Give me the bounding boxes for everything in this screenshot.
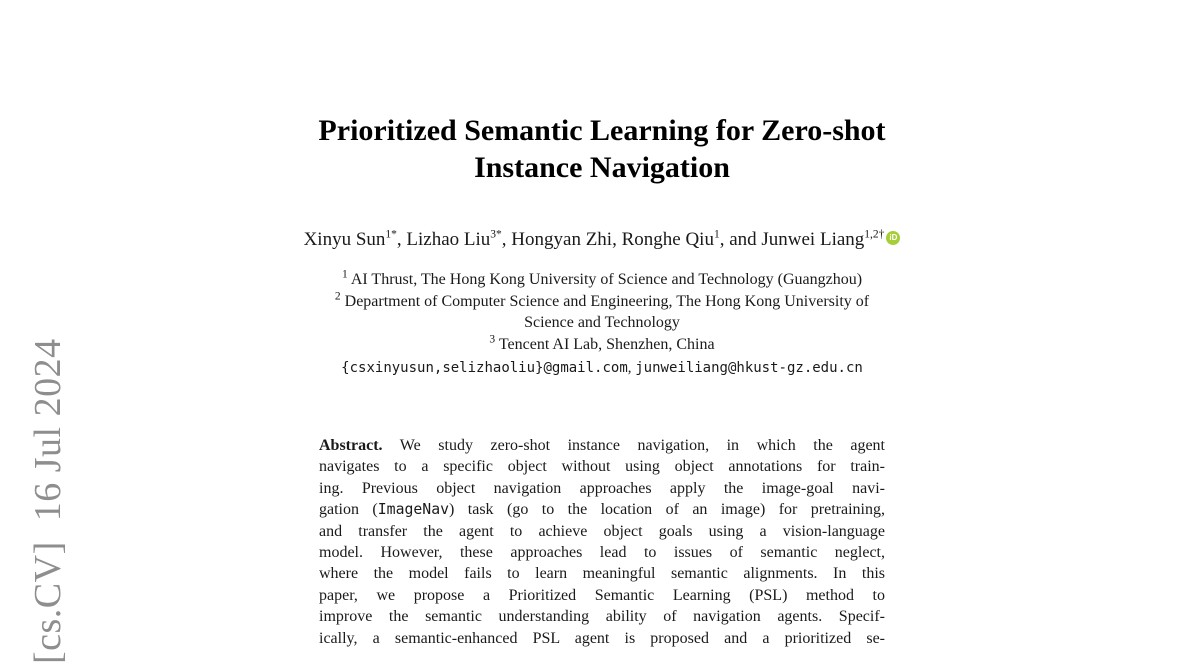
abstract-text: ing. Previous object navigation approaches apply the image-goal navi-: [319, 479, 885, 497]
email-separator: ,: [627, 360, 636, 376]
abstract-text: where the model fails to learn meaningful semantic alignments. In this: [319, 565, 885, 583]
author-superscript: 1: [713, 228, 720, 241]
abstract-line: [319, 606, 885, 627]
abstract-line: [319, 563, 885, 584]
abstract-text: model. However, these approaches lead to issues of semantic neglect,: [319, 544, 885, 562]
author-name: , Lizhao Liu: [396, 229, 491, 250]
orcid-icon: iD: [886, 231, 900, 245]
abstract-mono-term: ImageNav: [377, 501, 450, 519]
abstract-text: gation (: [319, 501, 378, 519]
author-superscript: 3*: [490, 228, 502, 241]
abstract-text: ) task (go to the location of an image) for pretraining,: [449, 501, 885, 519]
abstract-line: [319, 542, 885, 563]
abstract-line: [319, 478, 885, 499]
abstract-text: navigates to a specific object without using object annotations for train-: [319, 458, 885, 476]
abstract-line: [319, 499, 885, 520]
author-superscript: 1,2†: [864, 228, 885, 241]
abstract-line: [319, 628, 885, 649]
paper-title-line-1: Prioritized Semantic Learning for Zero-shot: [318, 114, 886, 147]
author-superscript: 1*: [385, 228, 397, 241]
affiliation-line: $^1$ AI Thrust, The Hong Kong University of Science and Technology (Guangzhou): [341, 268, 863, 288]
arxiv-watermark: [cs.CV] 16 Jul 2024: [27, 338, 69, 664]
abstract-text: and transfer the agent to achieve object goals using a vision-language: [319, 522, 885, 540]
abstract-line: [319, 435, 885, 456]
author-name: Xinyu Sun: [303, 229, 386, 250]
abstract-line: [319, 521, 885, 542]
email-line: [252, 358, 952, 379]
email-group-1: {csxinyusun,selizhaoliu}@gmail.com: [341, 360, 628, 376]
affiliation-superscript: 1: [341, 268, 348, 281]
affiliation-superscript: 3: [489, 333, 496, 346]
paper-title: [252, 112, 952, 186]
author-name: , and Junwei Liang: [719, 229, 865, 250]
abstract-paragraph: [319, 435, 885, 649]
abstract-line: [319, 585, 885, 606]
email-group-2: junweiliang@hkust-gz.edu.cn: [635, 360, 863, 376]
abstract-text: improve the semantic understanding ability of navigation agents. Specif-: [319, 608, 885, 626]
abstract-text: We study zero-shot instance navigation, in which the agent: [382, 437, 885, 454]
author-name: , Hongyan Zhi, Ronghe Qiu: [501, 229, 714, 250]
abstract-text: ically, a semantic-enhanced PSL agent is proposed and a prioritized se-: [319, 629, 885, 647]
affiliation-line: $^3$ Tencent AI Lab, Shenzhen, China: [489, 333, 715, 353]
authors-line: [252, 228, 952, 252]
paper-title-line-2: Instance Navigation: [474, 151, 730, 184]
abstract-line: [319, 456, 885, 477]
affiliations: [252, 269, 952, 355]
paper-column: [252, 0, 952, 649]
affiliation-line: $^2$ Department of Computer Science and Engineering, The Hong Kong University of: [334, 290, 870, 310]
affiliation-superscript: 2: [334, 290, 341, 303]
abstract-text: paper, we propose a Prioritized Semantic Learning (PSL) method to: [319, 586, 885, 604]
abstract-heading: Abstract.: [319, 437, 383, 454]
affiliation-line: Science and Technology: [524, 314, 680, 331]
